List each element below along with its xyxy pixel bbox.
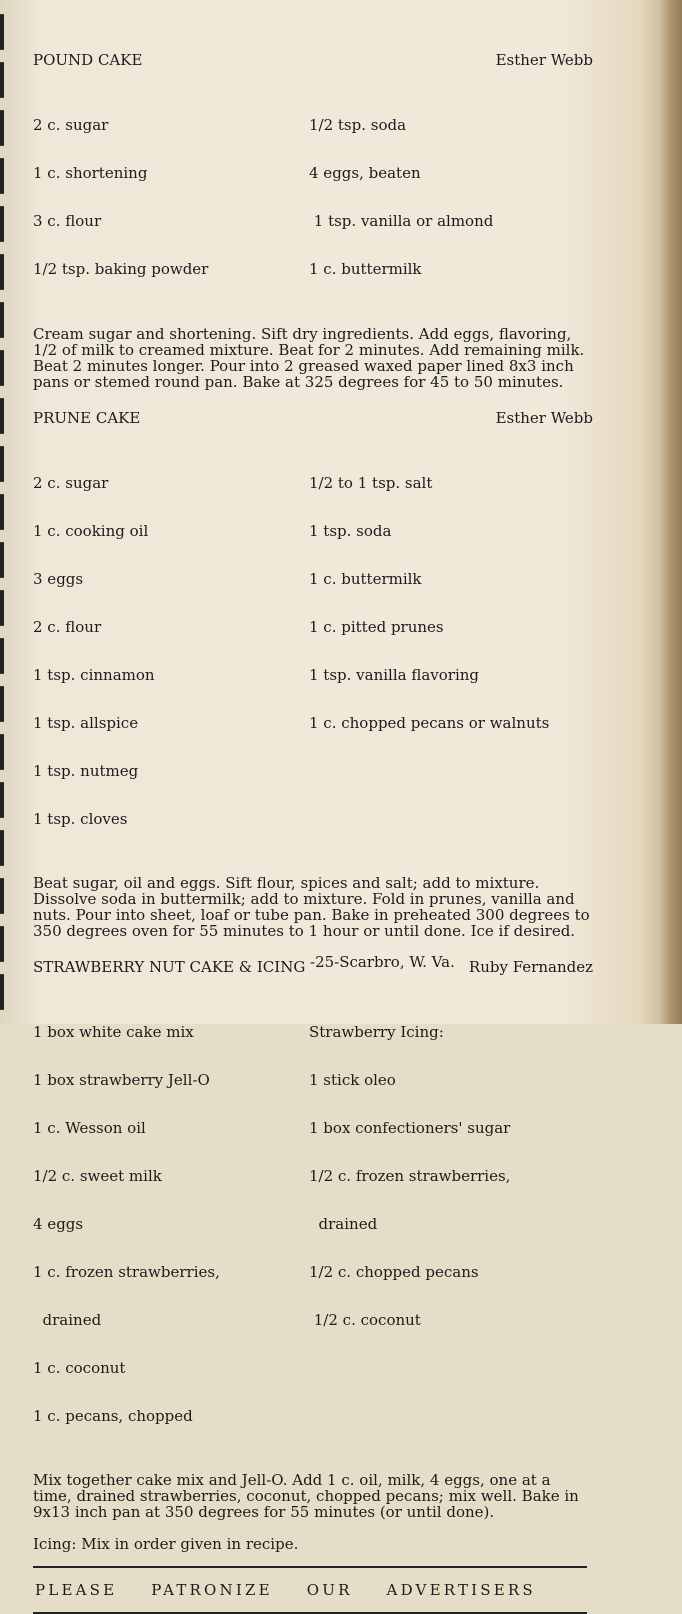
ingredient: 1/2 c. frozen strawberries, <box>309 1167 511 1185</box>
recipe-content <box>33 52 593 1614</box>
ingredient: 4 eggs, beaten <box>309 164 421 182</box>
ingredient: 1 box white cake mix <box>33 1023 194 1041</box>
spiral-binding <box>0 0 14 1024</box>
ingredient: 1 c. cooking oil <box>33 522 149 540</box>
ingredient: 1 c. Wesson oil <box>33 1119 146 1137</box>
ingredient: 1 box confectioners' sugar <box>309 1119 511 1137</box>
recipe-title: POUND CAKE <box>33 51 143 69</box>
ingredient: 1 c. buttermilk <box>309 570 422 588</box>
ingredient: 1 c. buttermilk <box>309 260 422 278</box>
ingredient: 2 c. sugar <box>33 116 109 134</box>
recipe-directions: Mix together cake mix and Jell-O. Add 1 c. oil, milk, 4 eggs, one at a time, drained strawberries, coconut, chopped pecans; mix well. Bake in 9x13 inch pan at 350 degrees for 55 minutes (or until done). <box>33 1471 579 1521</box>
recipe-strawberry-nut-cake <box>33 959 593 1552</box>
ingredients-left <box>33 992 309 1456</box>
ingredient: drained <box>33 1311 102 1329</box>
ingredient: 1 tsp. cinnamon <box>33 666 155 684</box>
recipe-title: PRUNE CAKE <box>33 409 141 427</box>
ingredient: 1/2 c. chopped pecans <box>309 1263 479 1281</box>
ingredient: 1 c. pecans, chopped <box>33 1407 193 1425</box>
icing-heading: Strawberry Icing: <box>309 1023 444 1041</box>
recipe-directions: Cream sugar and shortening. Sift dry ingredients. Add eggs, flavoring, 1/2 of milk to creamed mixture. Beat for 2 minutes. Add remaining milk. Beat 2 minutes longer. Pour into 2 greased waxed paper lined 8x3 inch pans or stemed round pan. Bake at 325 degrees for 45 to 50 minutes. <box>33 325 585 391</box>
ingredient: 1 stick oleo <box>309 1071 396 1089</box>
icing-note: Icing: Mix in order given in recipe. <box>33 1535 299 1553</box>
recipe-author: Esther Webb <box>495 409 593 427</box>
recipe-prune-cake <box>33 410 593 939</box>
ingredient: 1/2 tsp. baking powder <box>33 260 209 278</box>
recipe-pound-cake <box>33 52 593 390</box>
ingredient: 1/2 c. sweet milk <box>33 1167 162 1185</box>
ingredient: drained <box>309 1215 378 1233</box>
ingredients-right <box>309 992 510 1456</box>
ingredient: 1 tsp. vanilla or almond <box>309 212 494 230</box>
recipe-author: Esther Webb <box>495 51 593 69</box>
ingredient: 1/2 to 1 tsp. salt <box>309 474 433 492</box>
ingredient: 1 tsp. soda <box>309 522 392 540</box>
recipe-author: Ruby Fernandez <box>468 958 593 976</box>
page-edge <box>660 0 682 1024</box>
ingredients-right <box>309 85 493 309</box>
divider-top <box>33 1566 587 1568</box>
ingredient: 1 c. frozen strawberries, <box>33 1263 220 1281</box>
page-footer: -25-Scarbro, W. Va. <box>310 953 455 971</box>
ingredient: 1 c. pitted prunes <box>309 618 444 636</box>
ingredient: 1 tsp. cloves <box>33 810 128 828</box>
ingredient: 1/2 c. coconut <box>309 1311 421 1329</box>
ingredient: 2 c. sugar <box>33 474 109 492</box>
ingredient: 1 c. shortening <box>33 164 148 182</box>
ingredient: 4 eggs <box>33 1215 84 1233</box>
ingredient: 3 c. flour <box>33 212 102 230</box>
ingredients-left <box>33 443 309 859</box>
ingredient: 1 tsp. vanilla flavoring <box>309 666 480 684</box>
recipe-directions: Beat sugar, oil and eggs. Sift flour, spices and salt; add to mixture. Dissolve soda in buttermilk; add to mixture. Fold in prunes, vanilla and nuts. Pour into sheet, loaf or tube pan. Bake in preheated 300 degrees to 350 degrees oven for 55 minutes to 1 hour or until done. Ice if desired. <box>33 874 590 940</box>
advertisers-banner: PLEASE PATRONIZE OUR ADVERTISERS <box>35 1581 536 1599</box>
ingredient: 1 tsp. allspice <box>33 714 139 732</box>
ingredient: 1 box strawberry Jell-O <box>33 1071 210 1089</box>
recipe-title: STRAWBERRY NUT CAKE & ICING <box>33 958 306 976</box>
ingredients-right <box>309 443 549 859</box>
ingredient: 1/2 tsp. soda <box>309 116 407 134</box>
ingredients-left <box>33 85 309 309</box>
ingredient: 1 c. chopped pecans or walnuts <box>309 714 550 732</box>
ingredient: 1 tsp. nutmeg <box>33 762 139 780</box>
ingredient: 3 eggs <box>33 570 84 588</box>
ingredient: 1 c. coconut <box>33 1359 126 1377</box>
ingredient: 2 c. flour <box>33 618 102 636</box>
